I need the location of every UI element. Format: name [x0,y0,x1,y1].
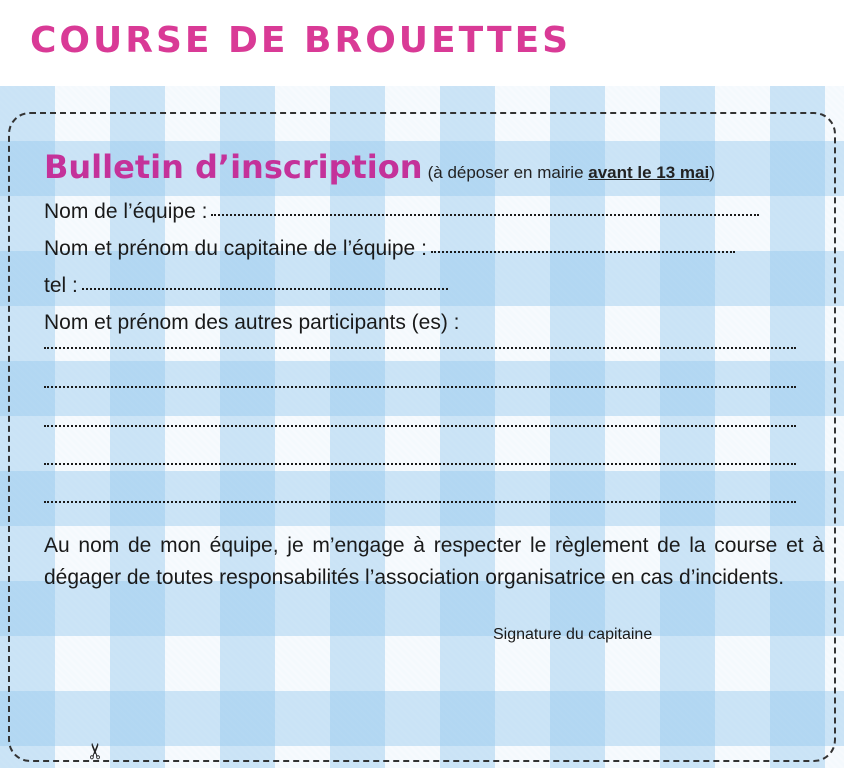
phone-row [44,274,448,298]
participants-label: Nom et prénom des autres participants (es) : [44,311,460,334]
captain-name-field[interactable] [431,250,735,253]
participant-line-2[interactable] [44,387,796,390]
form-title: Bulletin d’inscription [44,148,423,186]
team-name-field[interactable] [211,213,759,216]
scissors-icon: ✂ [84,741,110,761]
captain-name-label: Nom et prénom du capitaine de l’équipe : [44,237,427,260]
submission-note-close: ) [709,163,715,182]
phone-label: tel : [44,274,78,297]
signature-label: Signature du capitaine [493,626,653,643]
team-name-label: Nom de l’équipe : [44,200,208,223]
page-header [0,0,844,86]
event-title: COURSE DE BROUETTES [30,20,572,61]
submission-note-open: (à déposer en mairie [427,163,589,182]
participants-row [44,311,460,335]
participant-line-5[interactable] [44,502,796,505]
participant-line-4[interactable] [44,464,796,467]
submission-deadline: avant le 13 mai [588,163,710,182]
participant-line-1[interactable] [44,348,796,351]
participant-line-3[interactable] [44,426,796,429]
submission-note [428,163,715,182]
phone-field[interactable] [82,287,448,290]
form-heading [44,148,715,186]
captain-name-row [44,237,735,261]
pledge-text: Au nom de mon équipe, je m’engage à respecter le règlement de la course et à dégager de toutes responsabilités l’association organisatrice en cas d’incidents. [44,534,824,589]
team-name-row [44,200,759,224]
